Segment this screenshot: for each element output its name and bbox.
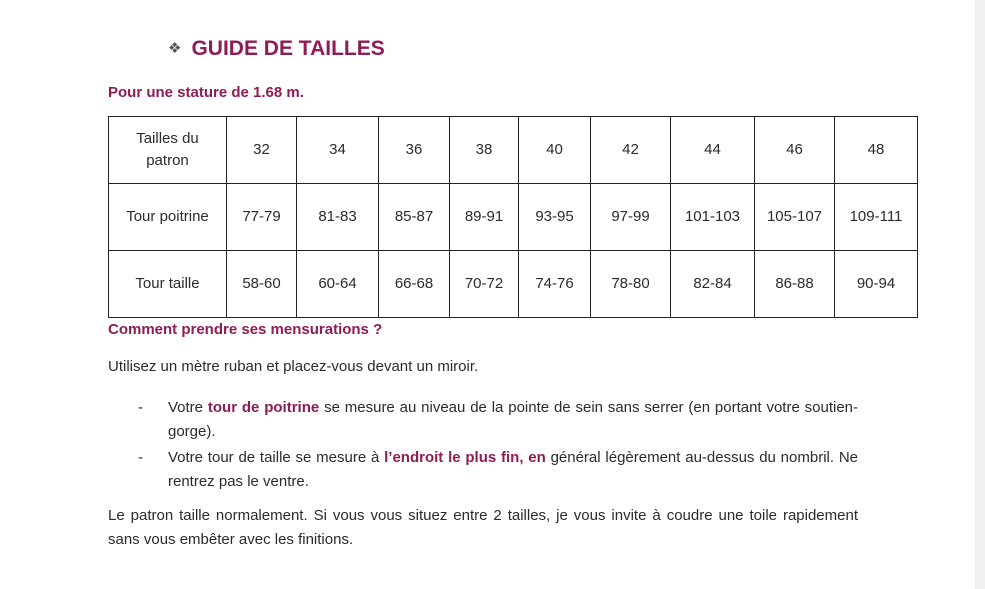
- list-item-text-after: général légèrement au-dessus du nombril. Ne rentrez pas le ventre.: [168, 449, 858, 490]
- header-label-line2: patron: [146, 152, 189, 169]
- table-cell: 89-91: [450, 184, 519, 251]
- page-title: [168, 37, 385, 61]
- list-item-highlight: tour de poitrine: [207, 399, 320, 416]
- list-item-highlight: l’endroit le plus fin, en: [384, 449, 546, 466]
- header-label-cell: [109, 117, 227, 184]
- table-cell: 90-94: [835, 251, 918, 318]
- list-item-text-before: Votre tour de taille se mesure à: [168, 449, 385, 466]
- dash-bullet: -: [138, 449, 143, 466]
- page-title-text: GUIDE DE TAILLES: [191, 37, 385, 60]
- list-item-text-after: se mesure au niveau de la pointe de sein sans serrer (en portant votre soutien-gorge).: [168, 399, 858, 440]
- list-item: [138, 446, 858, 494]
- table-cell: 97-99: [591, 184, 671, 251]
- size-header-cell: 42: [591, 117, 671, 184]
- vertical-scrollbar[interactable]: [975, 0, 985, 589]
- size-header-cell: 32: [227, 117, 297, 184]
- size-header-cell: 46: [755, 117, 835, 184]
- header-label-line1: Tailles du: [136, 130, 199, 147]
- table-cell: 82-84: [671, 251, 755, 318]
- list-item-text-before: Votre: [168, 399, 208, 416]
- table-cell: 70-72: [450, 251, 519, 318]
- table-row-waist: [109, 251, 918, 318]
- table-cell: 105-107: [755, 184, 835, 251]
- table-cell: 101-103: [671, 184, 755, 251]
- table-cell: 74-76: [519, 251, 591, 318]
- size-header-cell: 38: [450, 117, 519, 184]
- table-row-bust: [109, 184, 918, 251]
- list-item: [138, 396, 858, 444]
- row-label-cell: Tour taille: [109, 251, 227, 318]
- row-label-cell: Tour poitrine: [109, 184, 227, 251]
- table-cell: 58-60: [227, 251, 297, 318]
- intro-paragraph: Utilisez un mètre ruban et placez-vous devant un miroir.: [108, 358, 479, 375]
- size-guide-table: [108, 116, 918, 318]
- table-cell: 109-111: [835, 184, 918, 251]
- four-diamond-bullet-icon: ❖: [168, 40, 182, 57]
- size-header-cell: 36: [379, 117, 450, 184]
- table-cell: 81-83: [297, 184, 379, 251]
- table-cell: 77-79: [227, 184, 297, 251]
- fit-note-paragraph: Le patron taille normalement. Si vous vous situez entre 2 tailles, je vous invite à coudre une toile rapidement sans vous embêter avec les finitions.: [108, 507, 858, 548]
- size-header-cell: 34: [297, 117, 379, 184]
- table-cell: 86-88: [755, 251, 835, 318]
- stature-subtitle: Pour une stature de 1.68 m.: [108, 84, 304, 101]
- size-header-cell: 44: [671, 117, 755, 184]
- table-cell: 66-68: [379, 251, 450, 318]
- instruction-list: [138, 396, 858, 496]
- table-cell: 93-95: [519, 184, 591, 251]
- table-cell: 78-80: [591, 251, 671, 318]
- size-header-cell: 40: [519, 117, 591, 184]
- dash-bullet: -: [138, 399, 143, 416]
- table-header-row: [109, 117, 918, 184]
- measurement-section-title: Comment prendre ses mensurations ?: [108, 321, 383, 338]
- table-cell: 60-64: [297, 251, 379, 318]
- size-header-cell: 48: [835, 117, 918, 184]
- table-cell: 85-87: [379, 184, 450, 251]
